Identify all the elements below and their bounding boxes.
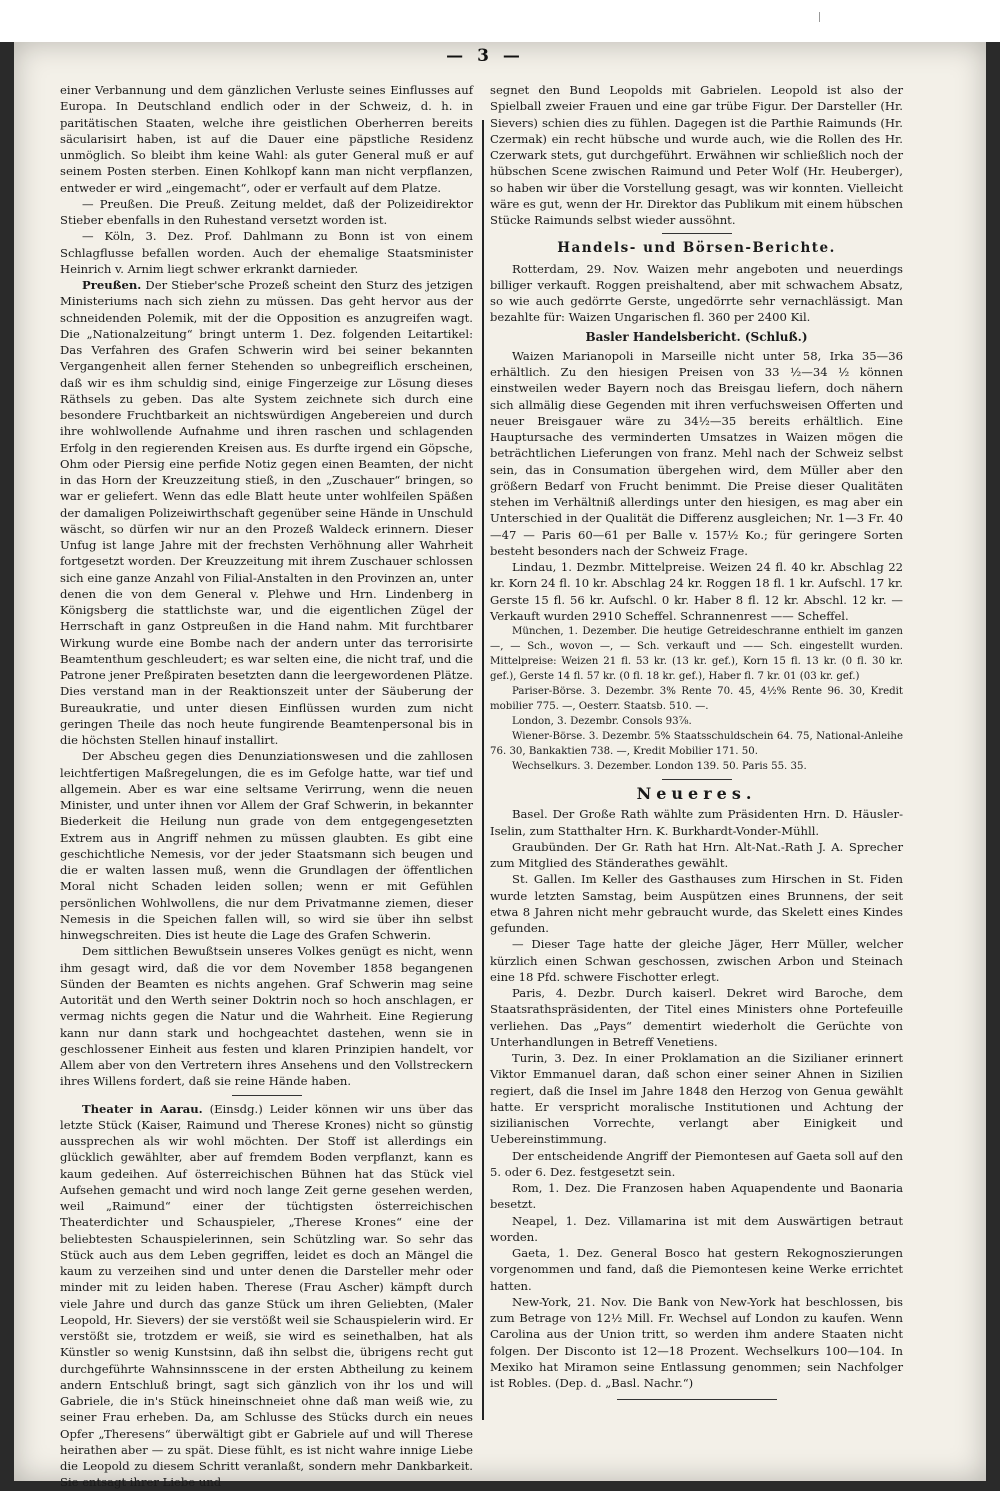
news-turin: Turin, 3. Dez. In einer Proklamation an die Sizilianer erinnert Viktor Emmanuel daran, daß schon einer seiner Ahnen in Sizilien regiert, daß die Insel im Jahre 1848 den Herzog von Genua gewählt hatte. Er verspricht moralische Institutionen und Achtung der sizilianischen Vorrechte, verlangt aber Einigkeit und Uebereinstimmung. [490, 1051, 903, 1147]
news-neapel: Neapel, 1. Dez. Villamarina ist mit dem Auswärtigen betraut worden. [490, 1213, 903, 1244]
right-column [490, 82, 903, 1404]
page-number: — 3 — [446, 46, 524, 66]
news-graubuenden: Graubünden. Der Gr. Rath hat Hrn. Alt-Nat.-Rath J. A. Sprecher zum Mitglied des Ständerathes gewählt. [490, 839, 903, 870]
scan-top-margin [0, 0, 1000, 42]
article-preussen-body: Der Stieber'sche Prozeß scheint den Sturz des jetzigen Ministeriums nach sich ziehn zu müssen. Das geht hervor aus der schneidenden Polemik, mit der die Opposition es anzugreifen wagt. Die „Nationalzeitung“ bringt unterm 1. Dez. folgenden Leitartikel: Das Verfahren des Grafen Schwerin wird bei seiner bekannten Vergangenheit allen ferner Stehenden so unbegreiflich erscheinen, daß wir es ihm schuldig sind, einige Fingerzeige zur Lösung dieses Räthsels zu geben. Das alte System zeichnete sich durch eine besondere Fruchtbarkeit an nichtswürdigen Angebereien und durch ihre wohlwollende Aufnahme und ihren raschen und schlagenden Erfolg in den regierenden Kreisen aus. Es durfte irgend ein Göpsche, Ohm oder Piersig eine perfide Notiz gegen einen Beamten, der nicht in das Horn der Kreuzzeitung stieß, in den „Zuschauer“ bringen, so war er geliefert. Wenn das edle Blatt heute unter wohlfeilen Späßen der damaligen Polizeiwirthschaft gegenüber seine Hände in Unschuld wäscht, so dürfen wir nur an den Prozeß Waldeck erinnern. Dieser Unfug ist lange Jahre mit der frechsten Verhöhnung aller Wahrheit fortgesetzt worden. Der Kreuzzeitung mit ihrem Zuschauer schlossen sich eine ganze Anzahl von Filial-Anstalten in den Provinzen an, unter denen die von dem General v. Plehwe und Hrn. Lindenberg in Königsberg die stattlichste war, und die eigentlichen Zügel der Herrschaft in ganz Ostpreußen in die Hand nahm. Mit furchtbarer Wirkung wurde eine Bombe nach der andern unter das terrorisirte Beamtenthum geschleudert; es war selten eine, die nicht traf, und die Patrone jener Preßpiraten besetzten dann die leergewordenen Plätze. Dies verstand man in der Reaktionszeit unter der Säuberung der Bureaukratie, und unter diesen Einflüssen wurden zum nicht geringen Theile das noch heute fungirende Beamtenpersonal bis in die höchsten Stellen hinauf installirt. [60, 278, 473, 747]
end-rule [617, 1399, 777, 1400]
report-lindau: Lindau, 1. Dezmbr. Mittelpreise. Weizen 24 fl. 40 kr. Abschlag 22 kr. Korn 24 fl. 10 kr. Abschlag 24 kr. Roggen 18 fl. 1 kr. Aufschl. 17 kr. Gerste 15 fl. 56 kr. Aufschl. 0 kr. Haber 8 fl. 12 kr. Abschl. 12 kr. — Verkauft wurden 2910 Scheffel. Schrannenrest —— Scheffel. [490, 560, 903, 623]
article-preussen-p2: Der Abscheu gegen dies Denunziationswesen und die zahllosen leichtfertigen Maßregelungen, die es im Gefolge hatte, war tief und allgemein. Aber es war eine seltsame Verirrung, wenn die neuen Minister, und unter ihnen vor Allem der Graf Schwerin, in bekannter Biederkeit die Heilung nun grade von dem entgegengesetzten Extrem aus in Angriff nehmen zu müssen glaubten. Es gibt eine geschichtliche Nemesis, vor der jeder Staatsmann sich beugen und die er walten lassen muß, wenn die Grundlagen der öffentlichen Moral nicht Schaden leiden sollen; wenn er mit Gefühlen persönlichen Wohlwollens, die nur dem Privatmanne ziemen, dieser Nemesis in die Speichen fallen will, so wird sie über ihn selbst hinwegschreiten. Dies ist heute die Lage des Grafen Schwerin. [60, 749, 473, 942]
section-separator [232, 1095, 302, 1096]
left-column [60, 82, 473, 1491]
heading-neueres: Neueres. [636, 784, 757, 803]
news-rom: Rom, 1. Dez. Die Franzosen haben Aquapendente und Baonaria besetzt. [490, 1181, 903, 1212]
article-preussen [60, 277, 473, 748]
report-basler: Waizen Marianopoli in Marseille nicht unter 58, Irka 35—36 erhältlich. Zu den hiesigen Preisen von 33 ½—34 ½ können einstweilen weder Bayern noch das Breisgau liefern, doch nähern sich allmälig diese Gegenden mit ihren verfuchsweisen Offerten und neuer Breisgauer wäre zu 34½—35 bereits erhältlich. Eine Hauptursache des verminderten Umsatzes in Waizen mögen die beträchtlichen Lieferungen von franz. Mehl nach der Schweiz selbst sein, das in Consumation übergehen wird, dem Müller aber den größern Bedarf von Frucht benimmt. Die Preise dieser Qualitäten stehen im Verhältniß allerdings unter den hiesigen, es mag aber ein Unterschied in der Qualität die Differenz ausgleichen; Nr. 1—3 Fr. 40—47 — Paris 60—61 per Balle v. 157½ Ko.; für geringere Sorten besteht besonders nach der Schweiz Frage. [490, 348, 903, 558]
news-preussen-stieber: — Preußen. Die Preuß. Zeitung meldet, daß der Polizeidirektor Stieber ebenfalls in den Ruhestand versetzt worden ist. [60, 196, 473, 227]
news-jaeger: — Dieser Tage hatte der gleiche Jäger, Herr Müller, welcher kürzlich einen Schwan geschossen, zwischen Arbon und Steinach eine 18 Pfd. schwere Fischotter erlegt. [490, 937, 903, 984]
heading-handel-boersen: Handels- und Börsen-Berichte. [557, 240, 836, 257]
theater-continuation: segnet den Bund Leopolds mit Gabrielen. Leopold ist also der Spielball zweier Frauen und eine gar trübe Figur. Der Darsteller (Hr. Sievers) schien dies zu fühlen. Dagegen ist die Parthie Raimunds (Hr. Czermak) ein recht hübsche und wurde auch, wie die Rollen des Hr. Czerwark stets, gut durchgeführt. Erwähnen wir schließlich noch der hübschen Scene zwischen Raimund und Peter Wolf (Hr. Heuberger), so haben wir über die Vorstellung gesagt, was wir konnten. Vielleicht wäre es gut, wenn der Hr. Direktor das Publikum mit einem hübschen Stücke Raimunds selbst wieder aussöhnt. [490, 83, 903, 227]
report-rotterdam: Rotterdam, 29. Nov. Waizen mehr angeboten und neuerdings billiger verkauft. Roggen preishaltend, aber mit schwachem Absatz, so wie auch gedörrte Gerste, ungedörrte sehr vernachlässigt. Man bezahlte für: Waizen Ungarischen fl. 360 per 2400 Kil. [490, 261, 903, 325]
news-basel: Basel. Der Große Rath wählte zum Präsidenten Hrn. D. Häusler-Iselin, zum Statthalter Hrn. K. Burkhardt-Vonder-Mühll. [490, 807, 903, 838]
news-koeln-dahlmann: — Köln, 3. Dez. Prof. Dahlmann zu Bonn ist von einem Schlagflusse befallen worden. Auch der ehemalige Staatsminister Heinrich v. Arnim liegt schwer erkrankt darnieder. [60, 229, 473, 276]
article-papacy-end: einer Verbannung und dem gänzlichen Verluste seines Einflusses auf Europa. In Deutschland endlich oder in der Schweiz, d. h. in paritätischen Staaten, welche ihre geistlichen Oberherren bereits säcularisirt haben, ist auf die Dauer eine päpstliche Residenz unmöglich. So bleibt ihm keine Wahl: als guter General muß er auf seinem Posten sterben. Einen Kohlkopf kann man nicht verpflanzen, entweder er wird „eingemacht“, oder er verfault auf dem Platze. [60, 83, 473, 195]
news-new-york: New-York, 21. Nov. Die Bank von New-York hat beschlossen, bis zum Betrage von 12½ Mill. Fr. Wechsel auf London zu kaufen. Wenn Carolina aus der Union tritt, so werden ihm andere Staaten nicht folgen. Der Disconto ist 12—18 Prozent. Wechselkurs 100—104. In Mexiko hat Miramon seine Entlassung genommen; sein Nachfolger ist Robles. (Dep. d. „Basl. Nachr.“) [490, 1294, 903, 1390]
report-muenchen: München, 1. Dezember. Die heutige Getreideschranne enthielt im ganzen —, — Sch., wovon —, — Sch. verkauft und —— Sch. eingestellt wurden. Mittelpreise: Weizen 21 fl. 53 kr. (13 kr. gef.), Korn 15 fl. 13 kr. (0 fl. 30 kr. gef.), Gerste 14 fl. 57 kr. (0 fl. 18 kr. gef.), Haber fl. 7 kr. 01 (03 kr. gef.) [490, 626, 903, 682]
news-st-gallen: St. Gallen. Im Keller des Gasthauses zum Hirschen in St. Fiden wurde letzten Samstag, beim Auspützen eines Brunnens, der seit etwa 8 Jahren nicht mehr gebraucht wurde, das Skelett eines Kindes gefunden. [490, 872, 903, 935]
column-divider [482, 120, 484, 1420]
theater-body: (Einsdg.) Leider können wir uns über das letzte Stück (Kaiser, Raimund und Therese Krones) nicht so günstig aussprechen als wir wohl möchten. Der Stoff ist allerdings ein glücklich gewählter, aber auf fremdem Boden verpflanzt, kann es kaum gedeihen. Auf österreichischen Bühnen hat das Stück viel Aufsehen gemacht und wird noch lange Zeit gerne gesehen werden, weil „Raimund“ einer der tüchtigsten österreichischen Theaterdichter und Schauspieler, „Therese Krones“ eine der beliebtesten Schauspielerinnen, sein Schützling war. So sehr das Stück auch aus dem Leben gegriffen, leidet es doch an Mängel die kaum zu verzeihen sind und unter denen die Darsteller mehr oder minder mit zu leiden haben. Therese (Frau Ascher) kämpft durch viele Jahre und durch das ganze Stück um ihren Geliebten, (Maler Leopold, Hr. Sievers) der sie verstößt weil sie Schauspielerin wird. Er verstößt sie, trotzdem er weiß, sie wird es seinethalben, hat als Künstler so wenig Kunstsinn, daß ihn selbst die, übrigens recht gut durchgeführte Wahnsinnsscene in der ersten Abtheilung zu keinem andern Entschluß bringt, sagt sich gänzlich von ihr los und will Gabriele, die in's Stück hineinschneiet ohne daß man weiß wie, zu seiner Frau erheben. Da, am Schlusse des Stücks durch ein neues Opfer „Theresens“ überwältigt gibt er Gabriele auf und will Therese heirathen aber — zu spät. Diese fühlt, es ist nicht wahre innige Liebe die Leopold zu diesem Schritt veranlaßt, sondern mehr Dankbarkeit. Sie entsagt ihrer Liebe und [60, 1101, 474, 1490]
scan-mark [819, 12, 820, 22]
section-separator [662, 779, 732, 780]
news-paris: Paris, 4. Dezbr. Durch kaiserl. Dekret wird Baroche, dem Staatsrathspräsidenten, der Titel eines Ministers ohne Portefeuille verliehen. Das „Pays“ dementirt wiederholt die Gerüchte von Unterhandlungen in Betreff Venetiens. [490, 986, 903, 1049]
report-london: London, 3. Dezembr. Consols 93⅞. [512, 716, 692, 727]
article-theater-aarau [60, 1101, 473, 1491]
article-preussen-p3: Dem sittlichen Bewußtsein unseres Volkes genügt es nicht, wenn ihm gesagt wird, daß die vor dem November 1858 begangenen Sünden der Beamten es nichts angehen. Graf Schwerin mag seine Autorität und den Werth seiner Doktrin noch so hoch anschlagen, er vermag nichts gegen die Natur und die Wahrheit. Eine Regierung kann nur dann stark und hochgeachtet dastehen, wenn sie in geschlossener Einheit aus festen und klaren Prinzipien handelt, vor Allem aber von den Vertretern ihres Ansehens und den Vollstreckern ihres Willens fordert, daß sie reine Hände haben. [60, 944, 473, 1089]
report-pariser-boerse: Pariser-Börse. 3. Dezembr. 3% Rente 70. 45, 4½% Rente 96. 30, Kredit mobilier 775. —, Oesterr. Staatsb. 510. —. [490, 686, 903, 712]
news-gaeta: Gaeta, 1. Dez. General Bosco hat gestern Rekognoszierungen vorgenommen und fand, daß die Piemontesen keine Werke errichtet hatten. [490, 1246, 903, 1293]
news-gaeta-angriff: Der entscheidende Angriff der Piemontesen auf Gaeta soll auf den 5. oder 6. Dez. festgesetzt sein. [490, 1148, 903, 1179]
theater-heading: Theater in Aarau. [82, 1101, 203, 1116]
heading-basler-handelsbericht: Basler Handelsbericht. (Schluß.) [585, 329, 808, 344]
section-separator [662, 233, 732, 234]
report-wiener-boerse: Wiener-Börse. 3. Dezembr. 5% Staatsschuldschein 64. 75, National-Anleihe 76. 30, Bankaktien 738. —, Kredit Mobilier 171. 50. [490, 731, 903, 757]
article-preussen-heading: Preußen. [82, 278, 142, 292]
report-wechselkurs: Wechselkurs. 3. Dezember. London 139. 50. Paris 55. 35. [512, 761, 807, 772]
